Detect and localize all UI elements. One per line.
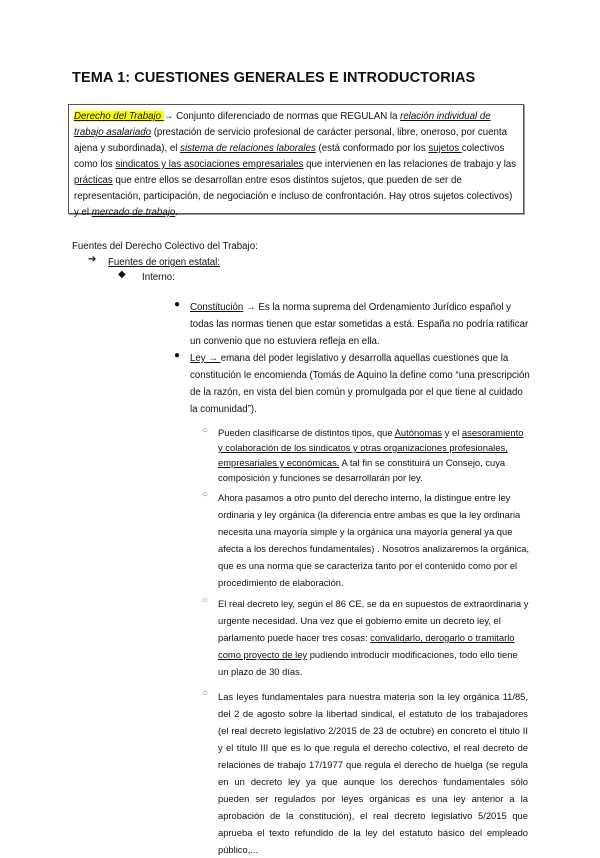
definition-text: → Conjunto diferenciado de normas que REGULAN la [163,111,401,122]
list-item-level2: Interno: [142,272,175,283]
circle-bullet-icon: ○ [202,489,209,500]
list-item-sub4: Las leyes fundamentales para nuestra materia son la ley orgánica 11/85, del 2 de agosto sobre la libertad sindical, el estatuto de los trabajadores (el real decreto legislativo 2/2015 de 23 de octubre) en concreto el título II y el título III que es lo que regula el derecho colectivo, el real decreto de relaciones de trabajo 17/1977 que regula el derecho de huelga (se regula en un decreto ley ya que aunque los derechos fundamentales sólo pueden ser regulados por leyes orgánicas es una ley anterior a la aprobación de la constitución), el real decreto legislativo 5/2015 que aprueba el texto refundido de la ley del estatuto básico del empleado público,... [218,691,528,855]
definition-text: . [175,207,178,218]
term-relacion-individual: relación individual de trabajo asalariado [74,111,491,138]
item-text: Pueden clasificarse de distintos tipos, que [218,427,395,438]
diamond-bullet-icon: ◆ [118,269,126,280]
definition-text: colectivos como los [74,143,505,170]
page-title: TEMA 1: CUESTIONES GENERALES E INTRODUCTORIAS [72,70,476,86]
term-sistema-relaciones: sistema de relaciones laborales [180,143,316,154]
definition-text: que entre ellos se desarrollan entre esos distintos sujetos, que pueden de ser de representación, participación, de negociación e incluso de confrontación. Hay otros sujetos colectivos) y el [74,175,513,218]
definition-box [68,104,524,218]
item-text: pudiendo introducir modificaciones, todo ello tiene un plazo de 30 días. [218,649,518,677]
item-text: y el [442,427,462,438]
item-text: → Es la norma suprema del Ordenamiento Jurídico español y todas las normas tienen que estar sometidas a está. España no podría ratificar un convenio que no estuviera refleja en ella. [190,302,529,347]
definition-text: que intervienen en las relaciones de trabajo y las [303,159,517,170]
circle-bullet-icon: ○ [202,595,209,606]
term-practicas: prácticas [74,175,113,186]
item-text: A tal fin se constituirá un Consejo, cuya composición y funciones se desarrollarán por ley. [218,457,506,483]
term-convalidarlo: convalidarlo, derogarlo o tramitarlo como proyecto de ley [218,632,515,660]
list-item-constitucion [190,299,530,350]
list-item-level1: Fuentes de origen estatal: [108,257,221,268]
term-mercado-trabajo: mercado de trabajo [91,207,176,218]
list-item-ley [190,350,530,418]
list-item-sub2: Ahora pasamos a otro punto del derecho interno, la distingue entre ley ordinaria y ley orgánica (la diferencia entre ambas es que la ley ordinaria necesita una mayoría simple y la orgánica una mayoría general ya que afecta a los derechos fundamentales) . Nosotros analizaremos la orgánica, que es una norma que se caracteriza tanto por el contenido como por el procedimiento de elaboración. [218,492,530,588]
circle-bullet-icon: ○ [202,688,209,699]
section-heading: Fuentes del Derecho Colectivo del Trabajo: [72,241,258,252]
item-text: emana del poder legislativo y desarrolla aquellas cuestiones que la constitución le encomienda (Tomás de Aquino la define como “una prescripción de la razón, en vista del bien común y promulgada por el que tiene al cuidado la comunidad”). [190,353,530,415]
circle-bullet-icon: ○ [202,425,209,436]
term-sindicatos: sindicatos y las asociaciones empresariales [115,159,304,170]
term-sujetos: sujetos [428,143,462,154]
definition-text: (está conformado por los [315,143,429,154]
term-constitucion: Constitución [190,302,244,313]
arrow-bullet-icon: ➔ [88,254,97,265]
term-asesoramiento: asesoramiento y colaboración de los sindicatos y otras organizaciones profesionales, empresariales y económicas. [218,427,524,468]
bullet-icon: ● [174,350,181,361]
term-autonomas: Autónomas [394,427,443,438]
item-text: El real decreto ley, según el 86 CE, se da en supuestos de extraordinaria y urgente necesidad. Una vez que el gobierno emite un decreto ley, el parlamento puede hacer tres cosas: [218,598,529,643]
list-item-sub1 [218,425,530,485]
definition-text: (prestación de servicio profesional de carácter personal, libre, oneroso, por cuenta ajena y subordinada), el [74,127,507,154]
bullet-icon: ● [174,299,181,310]
list-item-sub3 [218,595,530,680]
term-ley: Ley → [190,353,221,364]
term-derecho-trabajo: Derecho del Trabajo [74,111,164,122]
